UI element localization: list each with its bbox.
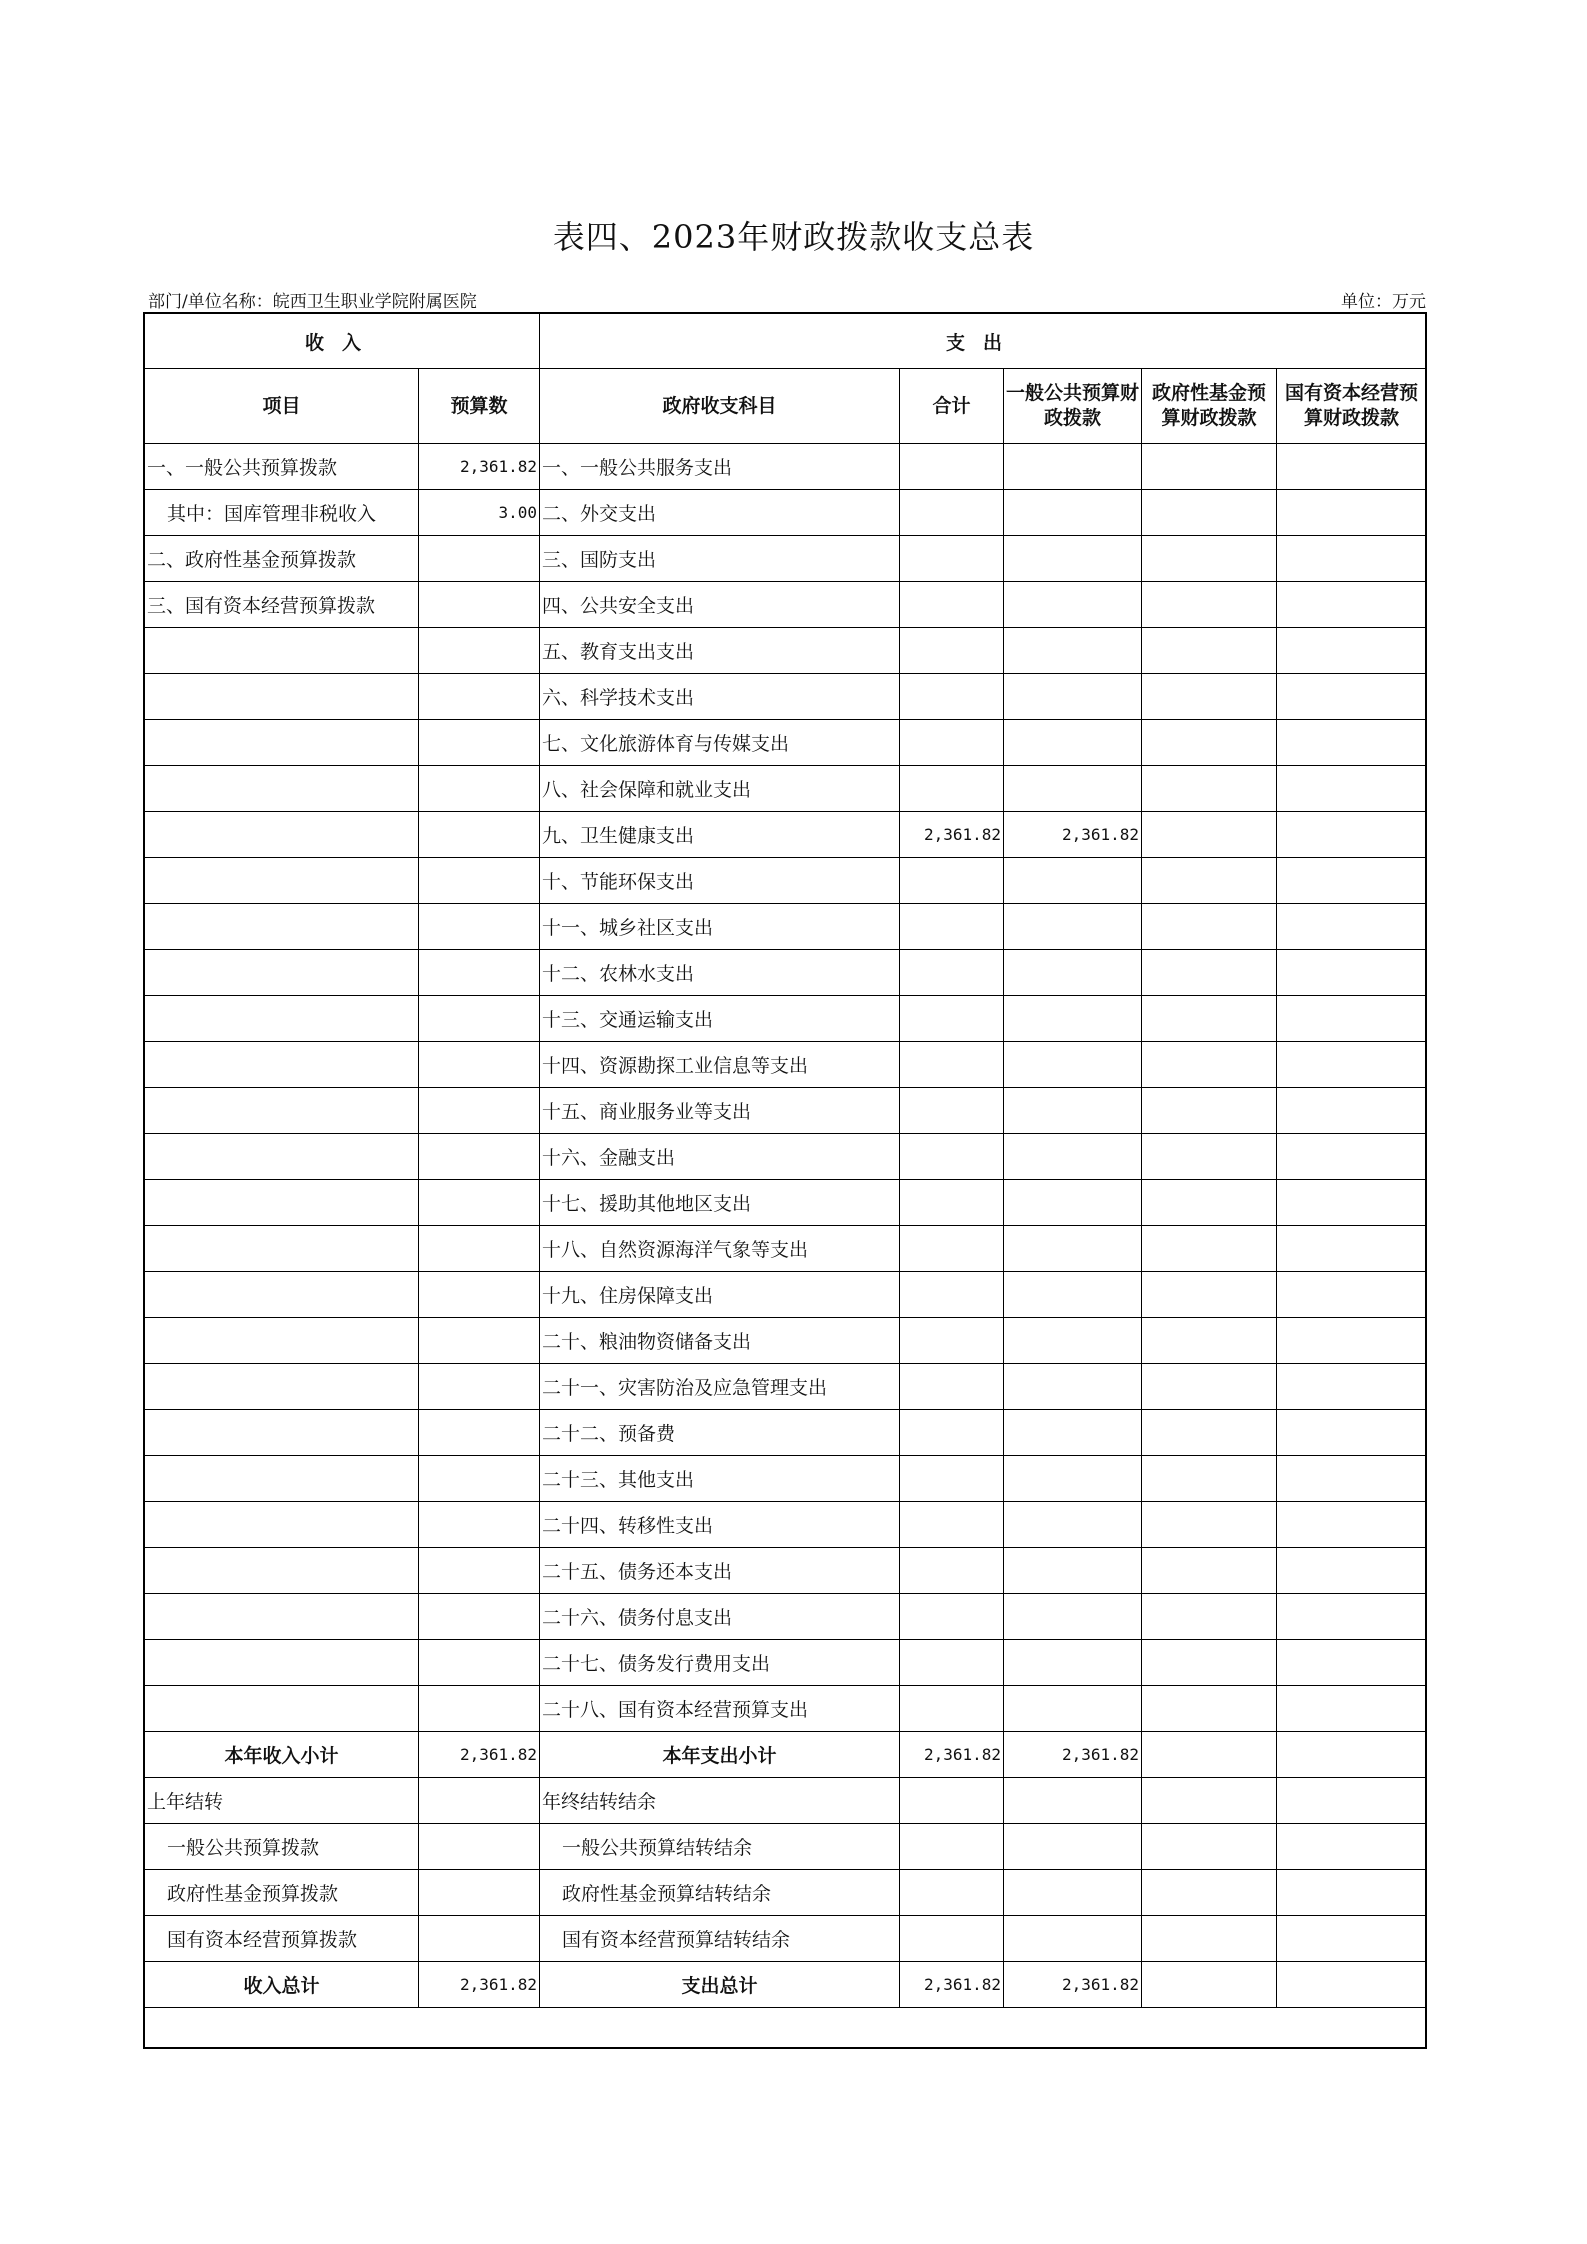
total-cell [900, 536, 1004, 582]
carry-general [1004, 1824, 1142, 1870]
income-value-cell [419, 628, 540, 674]
carry-state [1277, 1824, 1427, 1870]
total-cell [900, 1594, 1004, 1640]
income-item-cell [145, 1180, 419, 1226]
carry-subject: 国有资本经营预算结转结余 [540, 1916, 900, 1962]
general-cell [1004, 1134, 1142, 1180]
income-item-cell [145, 628, 419, 674]
table-row [145, 674, 1427, 720]
table-row [145, 1226, 1427, 1272]
carry-row [145, 1778, 1427, 1824]
carry-row [145, 1824, 1427, 1870]
table-row [145, 582, 1427, 628]
total-cell [900, 904, 1004, 950]
income-item-cell [145, 1410, 419, 1456]
subject-cell: 二十二、预备费 [540, 1410, 900, 1456]
income-item-cell [145, 1686, 419, 1732]
income-value-cell [419, 1594, 540, 1640]
expense-grand-fund [1142, 1962, 1277, 2008]
carry-total [900, 1824, 1004, 1870]
total-cell [900, 1226, 1004, 1272]
state-cell [1277, 1134, 1427, 1180]
general-cell [1004, 1410, 1142, 1456]
income-value-cell [419, 812, 540, 858]
state-cell [1277, 1226, 1427, 1272]
table-row [145, 536, 1427, 582]
total-cell [900, 1548, 1004, 1594]
total-cell [900, 1410, 1004, 1456]
state-cell [1277, 1594, 1427, 1640]
state-cell [1277, 812, 1427, 858]
subject-cell: 三、国防支出 [540, 536, 900, 582]
total-cell [900, 720, 1004, 766]
fund-cell [1142, 1042, 1277, 1088]
total-cell [900, 490, 1004, 536]
subject-cell: 十九、住房保障支出 [540, 1272, 900, 1318]
carry-subject: 年终结转结余 [540, 1778, 900, 1824]
general-cell [1004, 720, 1142, 766]
state-cell [1277, 444, 1427, 490]
income-value-cell [419, 1640, 540, 1686]
income-subtotal-label: 本年收入小计 [145, 1732, 419, 1778]
general-cell [1004, 904, 1142, 950]
total-cell [900, 628, 1004, 674]
general-cell [1004, 1226, 1142, 1272]
budget-table [144, 313, 1427, 2008]
table-row [145, 1088, 1427, 1134]
income-item-cell [145, 1042, 419, 1088]
table-row [145, 950, 1427, 996]
expense-grand-label: 支出总计 [540, 1962, 900, 2008]
total-cell [900, 1686, 1004, 1732]
header-row-sub [145, 369, 1427, 444]
income-header: 收入 [145, 314, 540, 369]
general-cell [1004, 1180, 1142, 1226]
income-grand-value: 2,361.82 [419, 1962, 540, 2008]
income-item-cell [145, 1272, 419, 1318]
total-cell [900, 950, 1004, 996]
state-cell [1277, 1548, 1427, 1594]
carry-income-item: 政府性基金预算拨款 [145, 1870, 419, 1916]
table-row [145, 1180, 1427, 1226]
subject-cell: 六、科学技术支出 [540, 674, 900, 720]
table-row [145, 444, 1427, 490]
expense-grand-state [1277, 1962, 1427, 2008]
carry-income-value [419, 1870, 540, 1916]
income-item-cell [145, 950, 419, 996]
total-cell [900, 766, 1004, 812]
state-cell [1277, 536, 1427, 582]
total-cell [900, 582, 1004, 628]
income-value-cell: 3.00 [419, 490, 540, 536]
total-header: 合计 [900, 369, 1004, 444]
subject-cell: 十六、金融支出 [540, 1134, 900, 1180]
general-cell [1004, 674, 1142, 720]
income-item-cell [145, 1088, 419, 1134]
subject-cell: 七、文化旅游体育与传媒支出 [540, 720, 900, 766]
carry-row [145, 1916, 1427, 1962]
subject-cell: 十二、农林水支出 [540, 950, 900, 996]
carry-fund [1142, 1916, 1277, 1962]
income-value-cell: 2,361.82 [419, 444, 540, 490]
income-item-cell [145, 766, 419, 812]
grand-total-row [145, 1962, 1427, 2008]
general-cell [1004, 1548, 1142, 1594]
subject-cell: 九、卫生健康支出 [540, 812, 900, 858]
total-cell [900, 1088, 1004, 1134]
table-row [145, 628, 1427, 674]
general-cell [1004, 996, 1142, 1042]
income-value-cell [419, 582, 540, 628]
fund-cell [1142, 1410, 1277, 1456]
unit-label: 单位：万元 [1341, 292, 1426, 312]
fund-cell [1142, 1686, 1277, 1732]
carry-state [1277, 1916, 1427, 1962]
general-cell [1004, 1042, 1142, 1088]
subject-cell: 二十四、转移性支出 [540, 1502, 900, 1548]
carry-income-item: 上年结转 [145, 1778, 419, 1824]
income-value-cell [419, 674, 540, 720]
income-grand-label: 收入总计 [145, 1962, 419, 2008]
state-cell [1277, 628, 1427, 674]
state-cell [1277, 1180, 1427, 1226]
carry-general [1004, 1778, 1142, 1824]
state-cell [1277, 904, 1427, 950]
general-header: 一般公共预算财政拨款 [1004, 369, 1142, 444]
state-cell [1277, 674, 1427, 720]
income-value-cell [419, 536, 540, 582]
total-cell [900, 1318, 1004, 1364]
income-item-cell [145, 1640, 419, 1686]
carry-income-item: 国有资本经营预算拨款 [145, 1916, 419, 1962]
general-cell: 2,361.82 [1004, 812, 1142, 858]
table-row [145, 1364, 1427, 1410]
state-cell [1277, 1410, 1427, 1456]
fund-cell [1142, 1134, 1277, 1180]
total-cell [900, 444, 1004, 490]
income-value-cell [419, 1410, 540, 1456]
subject-cell: 十一、城乡社区支出 [540, 904, 900, 950]
income-value-cell [419, 904, 540, 950]
expense-subtotal-label: 本年支出小计 [540, 1732, 900, 1778]
item-header: 项目 [145, 369, 419, 444]
total-cell [900, 1364, 1004, 1410]
subject-cell: 十四、资源勘探工业信息等支出 [540, 1042, 900, 1088]
income-item-cell [145, 858, 419, 904]
subject-cell: 二、外交支出 [540, 490, 900, 536]
income-value-cell [419, 1272, 540, 1318]
income-item-cell: 三、国有资本经营预算拨款 [145, 582, 419, 628]
fund-cell [1142, 490, 1277, 536]
fund-cell [1142, 1456, 1277, 1502]
total-cell [900, 1502, 1004, 1548]
income-item-cell [145, 1548, 419, 1594]
state-cell [1277, 1318, 1427, 1364]
general-cell [1004, 536, 1142, 582]
general-cell [1004, 1686, 1142, 1732]
table-row [145, 1410, 1427, 1456]
income-item-cell [145, 904, 419, 950]
fund-header: 政府性基金预算财政拨款 [1142, 369, 1277, 444]
table-row [145, 766, 1427, 812]
fund-cell [1142, 444, 1277, 490]
total-cell [900, 858, 1004, 904]
table-row [145, 1548, 1427, 1594]
fund-cell [1142, 674, 1277, 720]
expense-subtotal-state [1277, 1732, 1427, 1778]
carry-total [900, 1778, 1004, 1824]
fund-cell [1142, 720, 1277, 766]
table-row [145, 1686, 1427, 1732]
income-item-cell: 二、政府性基金预算拨款 [145, 536, 419, 582]
expense-header: 支出 [540, 314, 1427, 369]
general-cell [1004, 950, 1142, 996]
general-cell [1004, 1640, 1142, 1686]
income-item-cell [145, 996, 419, 1042]
subject-cell: 一、一般公共服务支出 [540, 444, 900, 490]
fund-cell [1142, 1364, 1277, 1410]
carry-subject: 政府性基金预算结转结余 [540, 1870, 900, 1916]
general-cell [1004, 490, 1142, 536]
fund-cell [1142, 950, 1277, 996]
table-row [145, 1640, 1427, 1686]
fund-cell [1142, 1548, 1277, 1594]
carry-fund [1142, 1870, 1277, 1916]
subject-cell: 二十一、灾害防治及应急管理支出 [540, 1364, 900, 1410]
general-cell [1004, 1456, 1142, 1502]
income-value-cell [419, 1686, 540, 1732]
state-cell [1277, 858, 1427, 904]
state-cell [1277, 582, 1427, 628]
subject-cell: 二十三、其他支出 [540, 1456, 900, 1502]
carry-total [900, 1916, 1004, 1962]
total-cell: 2,361.82 [900, 812, 1004, 858]
general-cell [1004, 444, 1142, 490]
income-item-cell [145, 674, 419, 720]
state-header: 国有资本经营预算财政拨款 [1277, 369, 1427, 444]
state-cell [1277, 1686, 1427, 1732]
income-value-cell [419, 1318, 540, 1364]
fund-cell [1142, 1088, 1277, 1134]
carry-income-item: 一般公共预算拨款 [145, 1824, 419, 1870]
carry-income-value [419, 1916, 540, 1962]
table-row [145, 1134, 1427, 1180]
fund-cell [1142, 1594, 1277, 1640]
subject-cell: 二十六、债务付息支出 [540, 1594, 900, 1640]
fund-cell [1142, 1180, 1277, 1226]
income-value-cell [419, 1088, 540, 1134]
state-cell [1277, 1456, 1427, 1502]
income-value-cell [419, 1042, 540, 1088]
table-row [145, 720, 1427, 766]
general-cell [1004, 1364, 1142, 1410]
total-cell [900, 1134, 1004, 1180]
income-subtotal-value: 2,361.82 [419, 1732, 540, 1778]
carry-fund [1142, 1778, 1277, 1824]
subject-header: 政府收支科目 [540, 369, 900, 444]
subject-cell: 二十、粮油物资储备支出 [540, 1318, 900, 1364]
total-cell [900, 1456, 1004, 1502]
fund-cell [1142, 1502, 1277, 1548]
carry-subject: 一般公共预算结转结余 [540, 1824, 900, 1870]
total-cell [900, 1042, 1004, 1088]
table-row [145, 996, 1427, 1042]
fund-cell [1142, 1318, 1277, 1364]
income-item-cell: 其中：国库管理非税收入 [145, 490, 419, 536]
state-cell [1277, 1364, 1427, 1410]
fund-cell [1142, 1640, 1277, 1686]
carry-income-value [419, 1824, 540, 1870]
expense-subtotal-general: 2,361.82 [1004, 1732, 1142, 1778]
income-value-cell [419, 1456, 540, 1502]
table-row [145, 1456, 1427, 1502]
table-row [145, 1502, 1427, 1548]
fund-cell [1142, 812, 1277, 858]
income-item-cell [145, 720, 419, 766]
subject-cell: 八、社会保障和就业支出 [540, 766, 900, 812]
state-cell [1277, 490, 1427, 536]
fund-cell [1142, 766, 1277, 812]
fund-cell [1142, 996, 1277, 1042]
total-cell [900, 1640, 1004, 1686]
income-value-cell [419, 996, 540, 1042]
general-cell [1004, 1594, 1142, 1640]
table-row [145, 1042, 1427, 1088]
fund-cell [1142, 1272, 1277, 1318]
total-cell [900, 1272, 1004, 1318]
table-row [145, 1594, 1427, 1640]
carry-total [900, 1870, 1004, 1916]
expense-grand-general: 2,361.82 [1004, 1962, 1142, 2008]
table-row [145, 490, 1427, 536]
state-cell [1277, 766, 1427, 812]
income-value-cell [419, 1548, 540, 1594]
general-cell [1004, 1318, 1142, 1364]
table-row [145, 858, 1427, 904]
income-item-cell [145, 1318, 419, 1364]
table-row [145, 904, 1427, 950]
fund-cell [1142, 1226, 1277, 1272]
carry-income-value [419, 1778, 540, 1824]
income-item-cell [145, 1594, 419, 1640]
general-cell [1004, 766, 1142, 812]
fund-cell [1142, 582, 1277, 628]
state-cell [1277, 950, 1427, 996]
state-cell [1277, 1640, 1427, 1686]
income-item-cell [145, 1364, 419, 1410]
carry-fund [1142, 1824, 1277, 1870]
state-cell [1277, 720, 1427, 766]
income-value-cell [419, 858, 540, 904]
state-cell [1277, 1088, 1427, 1134]
subject-cell: 十、节能环保支出 [540, 858, 900, 904]
subject-cell: 五、教育支出支出 [540, 628, 900, 674]
income-item-cell [145, 1502, 419, 1548]
subject-cell: 二十八、国有资本经营预算支出 [540, 1686, 900, 1732]
budget-header: 预算数 [419, 369, 540, 444]
general-cell [1004, 1502, 1142, 1548]
income-value-cell [419, 1226, 540, 1272]
total-cell [900, 996, 1004, 1042]
table-row [145, 1318, 1427, 1364]
department-label: 部门/单位名称：皖西卫生职业学院附属医院 [148, 292, 477, 312]
income-item-cell [145, 1226, 419, 1272]
income-item-cell [145, 1456, 419, 1502]
general-cell [1004, 1088, 1142, 1134]
total-cell [900, 674, 1004, 720]
subject-cell: 十五、商业服务业等支出 [540, 1088, 900, 1134]
income-value-cell [419, 720, 540, 766]
expense-subtotal-total: 2,361.82 [900, 1732, 1004, 1778]
income-value-cell [419, 1364, 540, 1410]
carry-state [1277, 1778, 1427, 1824]
carry-state [1277, 1870, 1427, 1916]
income-value-cell [419, 766, 540, 812]
expense-subtotal-fund [1142, 1732, 1277, 1778]
subject-cell: 二十五、债务还本支出 [540, 1548, 900, 1594]
income-value-cell [419, 1134, 540, 1180]
subject-cell: 十八、自然资源海洋气象等支出 [540, 1226, 900, 1272]
fund-cell [1142, 904, 1277, 950]
subtotal-row [145, 1732, 1427, 1778]
table-row [145, 812, 1427, 858]
page-title: 表四、2023年财政拨款收支总表 [552, 218, 1035, 256]
state-cell [1277, 1042, 1427, 1088]
subject-cell: 十七、援助其他地区支出 [540, 1180, 900, 1226]
state-cell [1277, 996, 1427, 1042]
subject-cell: 四、公共安全支出 [540, 582, 900, 628]
fund-cell [1142, 858, 1277, 904]
general-cell [1004, 582, 1142, 628]
state-cell [1277, 1502, 1427, 1548]
general-cell [1004, 1272, 1142, 1318]
income-value-cell [419, 1180, 540, 1226]
fund-cell [1142, 536, 1277, 582]
general-cell [1004, 628, 1142, 674]
fund-cell [1142, 628, 1277, 674]
carry-general [1004, 1870, 1142, 1916]
income-value-cell [419, 1502, 540, 1548]
state-cell [1277, 1272, 1427, 1318]
income-item-cell [145, 812, 419, 858]
subject-cell: 十三、交通运输支出 [540, 996, 900, 1042]
total-cell [900, 1180, 1004, 1226]
carry-row [145, 1870, 1427, 1916]
income-item-cell: 一、一般公共预算拨款 [145, 444, 419, 490]
income-item-cell [145, 1134, 419, 1180]
income-value-cell [419, 950, 540, 996]
table-row [145, 1272, 1427, 1318]
general-cell [1004, 858, 1142, 904]
header-row-top [145, 314, 1427, 369]
expense-grand-total: 2,361.82 [900, 1962, 1004, 2008]
subject-cell: 二十七、债务发行费用支出 [540, 1640, 900, 1686]
carry-general [1004, 1916, 1142, 1962]
